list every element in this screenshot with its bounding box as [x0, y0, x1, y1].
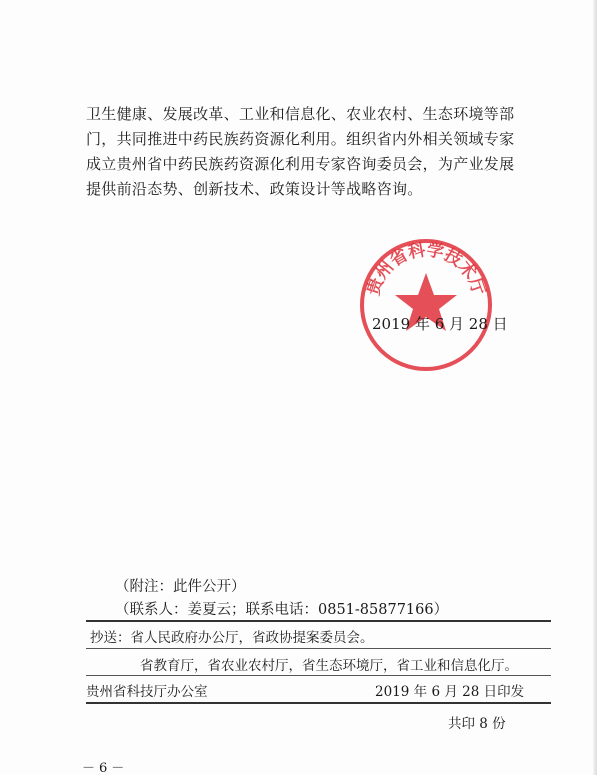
- body-line-1: 卫生健康、发展改革、工业和信息化、农业农村、生态环境等部: [86, 105, 515, 123]
- issuer-office: 贵州省科技厅办公室: [86, 684, 208, 700]
- cc-rule-2: [86, 675, 551, 676]
- body-line-3: 成立贵州省中药民族药资源化利用专家咨询委员会，为产业发展: [86, 155, 515, 173]
- page-number: －6－: [82, 761, 129, 776]
- official-seal-icon: [356, 235, 496, 375]
- cc-line-2: 省教育厅，省农业农村厅，省生态环境厅，省工业和信息化厅。: [140, 658, 518, 674]
- print-date: 2019 年 6 月 28 日印发: [375, 684, 525, 700]
- attachment-note: （附注：此件公开）: [115, 579, 246, 595]
- copies-count: 共印 8 份: [448, 716, 506, 732]
- top-rule: [86, 620, 551, 622]
- body-line-2: 门，共同推进中药民族药资源化利用。组织省内外相关领域专家: [86, 130, 515, 148]
- signature-date: 2019 年 6 月 28 日: [372, 315, 508, 333]
- cc-rule-1: [86, 648, 551, 649]
- contact-note: （联系人：姜夏云；联系电话：0851-85877166）: [115, 602, 449, 618]
- svg-text:贵州省科学技术厅: 贵州省科学技术厅: [363, 240, 489, 299]
- bottom-rule: [86, 702, 551, 704]
- body-paragraph: [86, 102, 546, 202]
- body-line-4: 提供前沿态势、创新技术、政策设计等战略咨询。: [86, 180, 423, 198]
- cc-line-1: 抄送：省人民政府办公厅，省政协提案委员会。: [90, 630, 374, 646]
- page-edge: [593, 0, 597, 775]
